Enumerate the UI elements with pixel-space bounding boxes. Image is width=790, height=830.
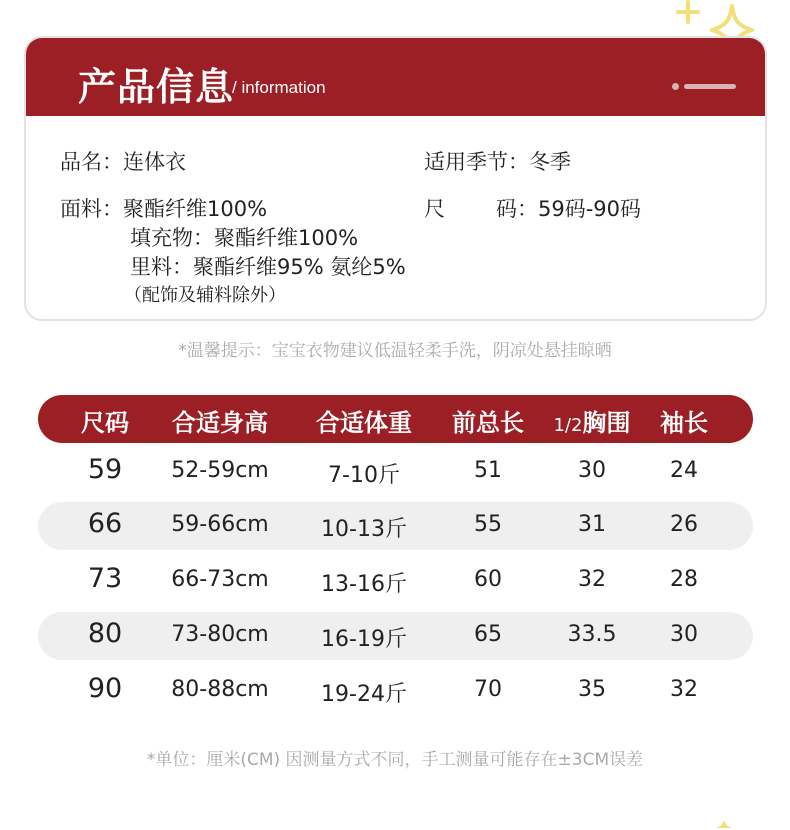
cell-weight: 16-19斤 <box>321 627 407 652</box>
product-fabric: 面料：聚酯纤维100% <box>60 197 268 221</box>
cell-size: 59 <box>87 454 123 485</box>
header-size: 尺码 <box>81 409 129 437</box>
cell-size: 73 <box>87 563 123 594</box>
header-half-prefix: 1/2 <box>553 415 583 436</box>
product-note: （配饰及辅料除外） <box>124 285 286 306</box>
unit-note: *单位：厘米(CM) 因测量方式不同，手工测量可能存在±3CM误差 <box>146 750 644 770</box>
cell-half-chest: 31 <box>578 512 606 537</box>
cell-weight: 10-13斤 <box>321 517 407 542</box>
header-front-length: 前总长 <box>452 409 524 437</box>
cell-weight: 13-16斤 <box>321 572 407 597</box>
cell-sleeve: 26 <box>670 512 698 537</box>
table-row <box>38 557 753 605</box>
product-info-card <box>24 36 767 321</box>
table-row <box>38 502 753 550</box>
header-height: 合适身高 <box>172 409 268 437</box>
product-info-title: 产品信息 <box>78 65 235 109</box>
product-season: 适用季节：冬季 <box>424 150 571 174</box>
header-bar-decoration <box>684 84 736 89</box>
header-half-chest <box>554 403 631 438</box>
care-tip: *温馨提示：宝宝衣物建议低温轻柔手洗，阴凉处悬挂晾晒 <box>178 341 612 361</box>
size-table-header <box>38 395 753 443</box>
header-sleeve: 袖长 <box>660 409 708 437</box>
header-chest: 胸围 <box>582 409 631 437</box>
cell-sleeve: 28 <box>670 567 698 592</box>
cell-height: 52-59cm <box>171 458 269 483</box>
cell-height: 66-73cm <box>171 567 269 592</box>
table-row <box>38 448 753 496</box>
cell-sleeve: 32 <box>670 677 698 702</box>
cell-front-length: 55 <box>474 512 502 537</box>
cell-front-length: 60 <box>474 567 502 592</box>
cell-size: 66 <box>87 508 123 539</box>
product-info-subtitle: / information <box>232 78 326 97</box>
cell-front-length: 70 <box>474 677 502 702</box>
header-weight: 合适体重 <box>316 409 412 437</box>
sparkle-small-icon <box>712 818 736 830</box>
cell-front-length: 65 <box>474 622 502 647</box>
table-row <box>38 667 753 715</box>
cell-sleeve: 24 <box>670 458 698 483</box>
cell-size: 80 <box>87 618 123 649</box>
cell-sleeve: 30 <box>670 622 698 647</box>
cell-half-chest: 35 <box>578 677 606 702</box>
cell-height: 59-66cm <box>171 512 269 537</box>
product-filling: 填充物：聚酯纤维100% <box>130 226 359 250</box>
cell-half-chest: 30 <box>578 458 606 483</box>
cell-front-length: 51 <box>474 458 502 483</box>
cell-weight: 19-24斤 <box>321 682 407 707</box>
cell-half-chest: 32 <box>578 567 606 592</box>
cell-height: 80-88cm <box>171 677 269 702</box>
header-dot-decoration <box>672 83 679 90</box>
product-lining: 里料：聚酯纤维95% 氨纶5% <box>130 255 406 279</box>
cell-weight: 7-10斤 <box>328 463 400 488</box>
table-row <box>38 612 753 660</box>
product-name: 品名：连体衣 <box>60 150 186 174</box>
cell-height: 73-80cm <box>171 622 269 647</box>
product-size-range: 码：59码-90码 <box>496 197 642 221</box>
product-size-label: 尺 <box>424 197 445 221</box>
cell-half-chest: 33.5 <box>567 622 617 647</box>
product-info-header <box>26 38 765 116</box>
cell-size: 90 <box>87 673 123 704</box>
